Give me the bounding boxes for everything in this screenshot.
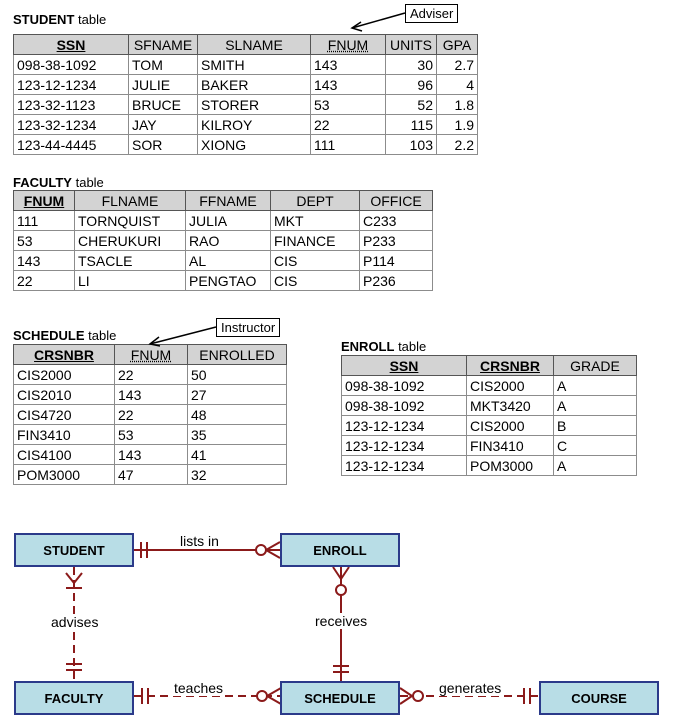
enroll-cell: 123-12-1234 [342, 456, 467, 476]
enroll-cell: FIN3410 [467, 436, 554, 456]
student-cell: 115 [386, 115, 437, 135]
student-cell: 123-44-4445 [14, 135, 129, 155]
student-cell: 96 [386, 75, 437, 95]
student-cell: 123-12-1234 [14, 75, 129, 95]
entity-enroll: ENROLL [280, 533, 400, 567]
faculty-header-dept: DEPT [271, 191, 360, 211]
faculty-cell: 111 [14, 211, 75, 231]
schedule-cell: 143 [115, 445, 188, 465]
generates-label: generates [439, 680, 502, 696]
student-cell: 103 [386, 135, 437, 155]
faculty-cell: CIS [271, 251, 360, 271]
faculty-cell: PENGTAO [186, 271, 271, 291]
lists-in-label: lists in [180, 533, 219, 549]
instructor-callout: Instructor [216, 318, 280, 337]
student-cell: BRUCE [129, 95, 198, 115]
instructor-arrow [150, 327, 216, 346]
enroll-cell: A [554, 396, 637, 416]
faculty-header-office: OFFICE [360, 191, 433, 211]
student-cell: 4 [437, 75, 478, 95]
faculty-cell: P114 [360, 251, 433, 271]
schedule-cell: CIS4100 [14, 445, 115, 465]
faculty-cell: CIS [271, 271, 360, 291]
faculty-cell: P233 [360, 231, 433, 251]
schedule-cell: 35 [188, 425, 287, 445]
enroll-cell: 098-38-1092 [342, 396, 467, 416]
enroll-cell: 123-12-1234 [342, 416, 467, 436]
student-header-sfname: SFNAME [129, 35, 198, 55]
schedule-cell: 27 [188, 385, 287, 405]
schedule-cell: 53 [115, 425, 188, 445]
faculty-header-fnum: FNUM [14, 191, 75, 211]
receives-label: receives [315, 613, 368, 629]
enroll-header-crsnbr: CRSNBR [467, 356, 554, 376]
enroll-cell: CIS2000 [467, 416, 554, 436]
faculty-cell: 53 [14, 231, 75, 251]
student-cell: 143 [311, 55, 386, 75]
schedule-cell: 143 [115, 385, 188, 405]
faculty-header-flname: FLNAME [75, 191, 186, 211]
faculty-cell: LI [75, 271, 186, 291]
enroll-cell: 123-12-1234 [342, 436, 467, 456]
student-cell: 1.8 [437, 95, 478, 115]
enroll-cell: C [554, 436, 637, 456]
schedule-cell: 32 [188, 465, 287, 485]
student-cell: KILROY [198, 115, 311, 135]
faculty-cell: TSACLE [75, 251, 186, 271]
student-cell: BAKER [198, 75, 311, 95]
faculty-header-ffname: FFNAME [186, 191, 271, 211]
student-cell: 22 [311, 115, 386, 135]
faculty-cell: FINANCE [271, 231, 360, 251]
student-cell: 53 [311, 95, 386, 115]
student-header-gpa: GPA [437, 35, 478, 55]
schedule-header-fnum: FNUM [115, 345, 188, 365]
schedule-cell: CIS2010 [14, 385, 115, 405]
student-header-fnum: FNUM [311, 35, 386, 55]
entity-course: COURSE [539, 681, 659, 715]
student-cell: STORER [198, 95, 311, 115]
teaches-label: teaches [174, 680, 224, 696]
schedule-cell: CIS4720 [14, 405, 115, 425]
student-cell: 52 [386, 95, 437, 115]
student-cell: 143 [311, 75, 386, 95]
student-header-units: UNITS [386, 35, 437, 55]
schedule-cell: CIS2000 [14, 365, 115, 385]
enroll-header-ssn: SSN [342, 356, 467, 376]
faculty-cell: P236 [360, 271, 433, 291]
schedule-header-crsnbr: CRSNBR [14, 345, 115, 365]
student-cell: JAY [129, 115, 198, 135]
schedule-cell: 50 [188, 365, 287, 385]
enroll-cell: A [554, 456, 637, 476]
student-table-caption: STUDENT table [13, 12, 107, 27]
entity-student: STUDENT [14, 533, 134, 567]
schedule-cell: POM3000 [14, 465, 115, 485]
advises-label: advises [51, 614, 99, 630]
faculty-cell: AL [186, 251, 271, 271]
student-cell: 30 [386, 55, 437, 75]
student-cell: XIONG [198, 135, 311, 155]
student-cell: 098-38-1092 [14, 55, 129, 75]
student-cell: 123-32-1234 [14, 115, 129, 135]
student-cell: 2.2 [437, 135, 478, 155]
schedule-cell: FIN3410 [14, 425, 115, 445]
student-cell: TOM [129, 55, 198, 75]
faculty-cell: 22 [14, 271, 75, 291]
schedule-cell: 47 [115, 465, 188, 485]
student-cell: 2.7 [437, 55, 478, 75]
schedule-cell: 22 [115, 405, 188, 425]
faculty-cell: TORNQUIST [75, 211, 186, 231]
student-cell: JULIE [129, 75, 198, 95]
adviser-callout: Adviser [405, 4, 458, 23]
faculty-cell: C233 [360, 211, 433, 231]
student-cell: SMITH [198, 55, 311, 75]
entity-faculty: FACULTY [14, 681, 134, 715]
enroll-cell: A [554, 376, 637, 396]
student-cell: 123-32-1123 [14, 95, 129, 115]
student-header-slname: SLNAME [198, 35, 311, 55]
student-header-ssn: SSN [14, 35, 129, 55]
faculty-cell: CHERUKURI [75, 231, 186, 251]
student-cell: 111 [311, 135, 386, 155]
schedule-cell: 48 [188, 405, 287, 425]
entity-schedule: SCHEDULE [280, 681, 400, 715]
enroll-header-grade: GRADE [554, 356, 637, 376]
schedule-table-caption: SCHEDULE table [13, 328, 117, 343]
faculty-cell: JULIA [186, 211, 271, 231]
faculty-table-caption: FACULTY table [13, 175, 104, 190]
schedule-header-enrolled: ENROLLED [188, 345, 287, 365]
enroll-table-caption: ENROLL table [341, 339, 427, 354]
enroll-cell: CIS2000 [467, 376, 554, 396]
schedule-cell: 41 [188, 445, 287, 465]
faculty-cell: MKT [271, 211, 360, 231]
adviser-arrow [352, 13, 405, 31]
student-cell: SOR [129, 135, 198, 155]
faculty-cell: RAO [186, 231, 271, 251]
enroll-cell: 098-38-1092 [342, 376, 467, 396]
student-cell: 1.9 [437, 115, 478, 135]
enroll-cell: POM3000 [467, 456, 554, 476]
enroll-cell: B [554, 416, 637, 436]
schedule-cell: 22 [115, 365, 188, 385]
faculty-cell: 143 [14, 251, 75, 271]
enroll-cell: MKT3420 [467, 396, 554, 416]
